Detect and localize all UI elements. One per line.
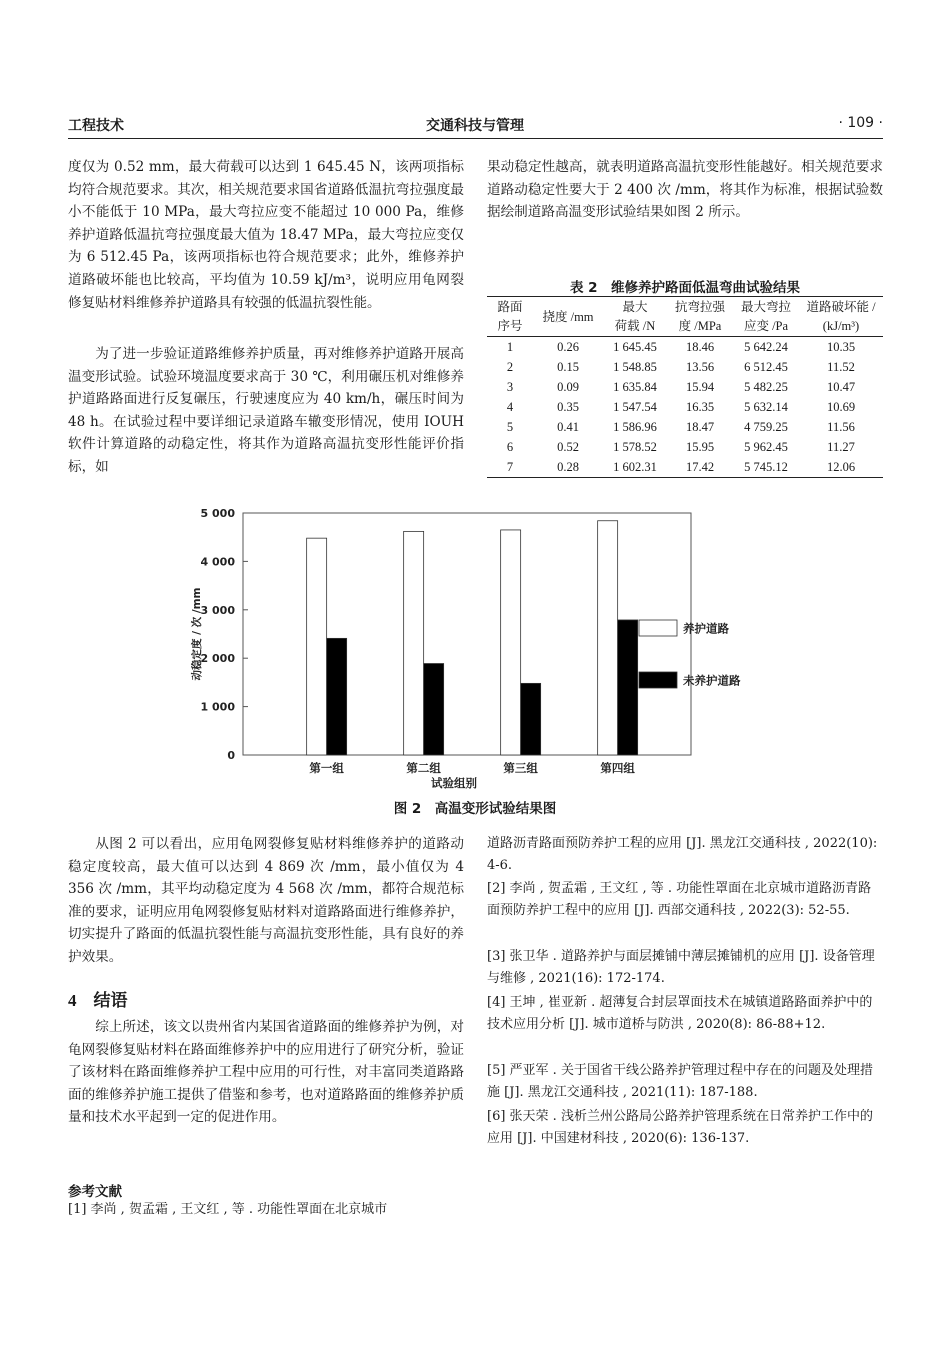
journal-title: 交通科技与管理: [426, 118, 524, 134]
x-tick-label: 第三组: [503, 761, 538, 775]
table-row: [487, 457, 883, 478]
journal-section: 工程技术: [68, 118, 124, 134]
cell: 16.35: [685, 400, 715, 414]
col-header-seq: 路面 序号: [487, 297, 533, 337]
cell: 5 482.25: [744, 380, 788, 394]
table-row: [487, 397, 883, 417]
cell: 1: [506, 340, 514, 354]
cell: 1 635.84: [613, 380, 657, 394]
reference-3: [3] 张卫华 . 道路养护与面层摊铺中薄层摊铺机的应用 [J]. 设备管理与维修 , 2021(16): 172-174.: [487, 949, 875, 987]
cell: 1 645.45: [613, 340, 657, 354]
bar-unmaintained: [618, 620, 638, 755]
left-paragraph-2: 为了进一步验证道路维修养护质量，再对维修养护道路开展高温变形试验。试验环境温度要求高于 30 ℃，利用碾压机对维修养护道路路面进行反复碾压，行驶速度应为 40 km/h，碾压时间为 48 h。在试验过程中要详细记录道路车辙变形情况，使用 IOUH 软件计算道路的动稳定性，将其作为道路高温抗变形性能评价指标，如: [68, 346, 464, 475]
cell: 3: [506, 380, 514, 394]
table-row: [487, 437, 883, 457]
x-tick-label: 第二组: [406, 761, 441, 775]
x-axis-label: 试验组别: [431, 776, 477, 790]
bar-maintained: [307, 538, 327, 755]
cell: 0.09: [557, 380, 579, 394]
table-header-row: [487, 297, 883, 337]
reference-5: [5] 严亚军 . 关于国省干线公路养护管理过程中存在的问题及处理措施 [J]. 黑龙江交通科技 , 2021(11): 187-188.: [487, 1063, 873, 1101]
reference-4: [4] 王坤 , 崔亚新 . 超薄复合封层罩面技术在城镇道路路面养护中的技术应用分析 [J]. 城市道桥与防洪 , 2020(8): 86-88+12.: [487, 995, 873, 1033]
cell: 15.94: [685, 380, 715, 394]
col-header-strain: 最大弯拉 应变 /Pa: [733, 297, 799, 337]
cell: 11.56: [827, 420, 855, 434]
cell: 10.35: [826, 340, 856, 354]
cell: 0.26: [557, 340, 579, 354]
table-row: [487, 417, 883, 437]
y-tick-label: 4 000: [200, 555, 235, 569]
cell: 1 547.54: [613, 400, 657, 414]
cell: 15.95: [685, 440, 715, 454]
table-row: [487, 377, 883, 397]
reference-2: [2] 李尚 , 贺孟霜 , 王文红 , 等 . 功能性罩面在北京城市道路沥青路面预防养护工程中的应用 [J]. 西部交通科技 , 2022(3): 52-55.: [487, 881, 872, 919]
col-header-strength: 抗弯拉强 度 /MPa: [667, 297, 733, 337]
cell: 7: [487, 457, 533, 478]
bar-unmaintained: [424, 664, 444, 755]
left-paragraph-1: 度仅为 0.52 mm，最大荷载可以达到 1 645.45 N，该两项指标均符合规范要求。其次，相关规范要求国省道路低温抗弯拉强度最小不能低于 10 MPa，最大弯拉应变不能超过 10 000 Pa，维修养护道路低温抗弯拉强度最大值为 18.47 MPa，最大弯拉应变仅为 6 512.45 Pa，该两项指标也符合规范要求；此外，维修养护道路破坏能也比较高，平均值为 10.59 kJ/m³，说明应用龟网裂修复贴材料维修养护道路具有较强的低温抗裂性能。: [68, 159, 464, 311]
x-tick-label: 第四组: [600, 761, 635, 775]
conclusion-paragraph: 综上所述，该文以贵州省内某国省道路面的维修养护为例，对龟网裂修复贴材料在路面维修养护中的应用进行了研究分析，验证了该材料在路面维修养护工程中应用的可行性，对丰富同类道路路面的维修养护施工提供了借鉴和参考，也对道路路面的维修养护质量和技术水平起到一定的促进作用。: [68, 1019, 464, 1126]
references-title: 参考文献: [68, 1184, 122, 1200]
cell: 13.56: [685, 360, 715, 374]
bar-maintained: [598, 521, 618, 755]
cell: 4: [506, 400, 514, 414]
bar-maintained: [501, 530, 521, 755]
bar-unmaintained: [521, 683, 541, 755]
cell: 10.47: [826, 380, 856, 394]
cell: 1 578.52: [613, 440, 657, 454]
y-tick-label: 5 000: [200, 507, 235, 520]
cell: 0.41: [557, 420, 579, 434]
cell: 5: [506, 420, 514, 434]
y-axis-label: 动稳定度 / 次 /mm: [191, 587, 203, 681]
left-paragraph-3: 从图 2 可以看出，应用龟网裂修复贴材料维修养护的道路动稳定度较高，最大值可以达到 4 869 次 /mm，最小值仅为 4 356 次 /mm，其平均动稳定度为 4 568 次 /mm，都符合规范标准的要求，证明应用龟网裂修复贴材料对道路路面进行维修养护，切实提升了路面的低温抗裂性能与高温抗变形性能，具有良好的养护效果。: [68, 836, 464, 965]
page-number: · 109 ·: [838, 115, 883, 131]
cell: 5 962.45: [744, 440, 788, 454]
cell: 6: [506, 440, 514, 454]
cell: 11.27: [827, 440, 855, 454]
reference-6: [6] 张天荣 . 浅析兰州公路局公路养护管理系统在日常养护工作中的应用 [J]. 中国建材科技 , 2020(6): 136-137.: [487, 1109, 873, 1147]
col-header-deflection: 挠度 /mm: [533, 297, 603, 337]
reference-1-start: [1] 李尚 , 贺孟霜 , 王文红 , 等 . 功能性罩面在北京城市: [68, 1202, 388, 1217]
cell: 4 759.25: [744, 420, 788, 434]
legend-label: 未养护道路: [683, 673, 741, 688]
results-table: [487, 296, 883, 478]
col-header-energy: 道路破坏能 / (kJ/m³): [799, 297, 883, 337]
header-rule: [68, 138, 883, 139]
cell: 10.69: [826, 400, 856, 414]
figure-caption: 图 2 高温变形试验结果图: [393, 801, 557, 817]
y-tick-label: 3 000: [200, 603, 235, 617]
cell: 18.47: [685, 420, 715, 434]
section-heading: 4 结语: [68, 991, 128, 1010]
bar-chart: [185, 500, 775, 795]
cell: 0.52: [557, 440, 579, 454]
cell: 0.15: [557, 360, 579, 374]
legend-swatch: [639, 620, 677, 636]
col-header-max-load: 最大 荷载 /N: [603, 297, 667, 337]
cell: 17.42: [667, 457, 733, 478]
cell: 0.28: [533, 457, 603, 478]
reference-1-continued: 道路沥青路面预防养护工程的应用 [J]. 黑龙江交通科技 , 2022(10): 4-6.: [487, 836, 878, 874]
table-row: [487, 357, 883, 377]
cell: 0.35: [557, 400, 579, 414]
cell: 5 745.12: [733, 457, 799, 478]
cell: 1 586.96: [613, 420, 657, 434]
y-tick-label: 0: [227, 749, 235, 762]
right-paragraph-1: 果动稳定性越高，就表明道路高温抗变形性能越好。相关规范要求道路动稳定性要大于 2 400 次 /mm，将其作为标准，根据试验数据绘制道路高温变形试验结果如图 2 所示。: [487, 159, 883, 221]
cell: 11.52: [827, 360, 855, 374]
legend-label: 养护道路: [683, 621, 729, 636]
cell: 6 512.45: [744, 360, 788, 374]
cell: 12.06: [799, 457, 883, 478]
table-caption: 表 2 维修养护路面低温弯曲试验结果: [569, 280, 801, 296]
cell: 1 602.31: [603, 457, 667, 478]
cell: 5 642.24: [744, 340, 788, 354]
cell: 18.46: [685, 340, 715, 354]
x-tick-label: 第一组: [309, 761, 344, 775]
y-tick-label: 1 000: [200, 700, 235, 714]
cell: 5 632.14: [744, 400, 788, 414]
bar-unmaintained: [327, 638, 347, 755]
cell: 1 548.85: [613, 360, 657, 374]
y-tick-label: 2 000: [200, 652, 235, 666]
legend-swatch: [639, 672, 677, 688]
cell: 2: [506, 360, 514, 374]
bar-maintained: [404, 531, 424, 755]
table-row: [487, 337, 883, 358]
